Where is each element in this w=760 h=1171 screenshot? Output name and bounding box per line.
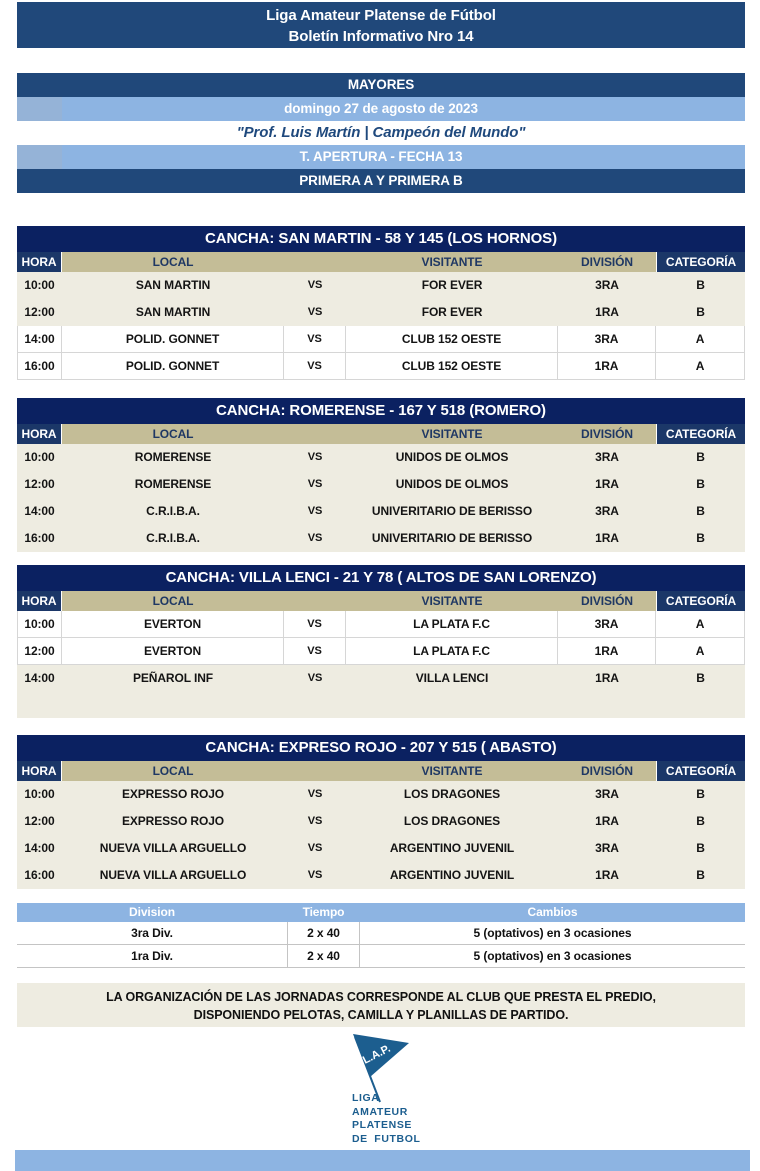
cell-categoria: B (696, 504, 705, 518)
column-header-hora: HORA (17, 591, 62, 611)
match-row (17, 692, 745, 718)
cell-categoria: A (656, 611, 745, 638)
cell-local: SAN MARTIN (135, 278, 211, 292)
dedication-quote: "Prof. Luis Martín | Campeón del Mundo" (17, 121, 745, 145)
cell-visitante (346, 692, 558, 718)
column-header-categoria: CATEGORÍA (656, 252, 745, 272)
cell-local: PEÑAROL INF (132, 671, 214, 685)
schedule-table (17, 226, 745, 380)
match-row (17, 611, 745, 638)
cell-local: ROMERENSE (134, 450, 212, 464)
footer-bar (15, 1150, 750, 1171)
match-row (17, 781, 745, 808)
match-row (17, 665, 745, 692)
cell-local: NUEVA VILLA ARGUELLO (99, 841, 247, 855)
column-header-division: DIVISIÓN (558, 424, 656, 444)
schedule-table (17, 565, 745, 718)
cell-hora: 12:00 (24, 477, 55, 491)
match-row (17, 326, 745, 353)
cell-division: 3RA (558, 326, 656, 353)
column-header-visitante: VISITANTE (346, 252, 558, 272)
cell-hora: 10:00 (24, 450, 55, 464)
cell-hora: 14:00 (24, 504, 55, 518)
cell-vs: VS (307, 788, 323, 800)
cell-categoria: A (656, 353, 745, 380)
cell-categoria: B (696, 671, 705, 685)
cell-categoria: B (696, 531, 705, 545)
cell-hora: 10:00 (24, 278, 55, 292)
cell-visitante: LOS DRAGONES (403, 814, 501, 828)
cell-cambios: 5 (optativos) en 3 ocasiones (473, 949, 632, 963)
match-row (17, 498, 745, 525)
table-header-row (17, 761, 745, 781)
table-title: CANCHA: EXPRESO ROJO - 207 Y 515 ( ABASTO) (17, 735, 745, 761)
column-header-categoria: CATEGORÍA (656, 424, 745, 444)
table-title: CANCHA: SAN MARTIN - 58 Y 145 (LOS HORNOS) (17, 226, 745, 252)
cell-vs (284, 692, 346, 718)
cell-division: 1RA (595, 868, 619, 882)
column-header-division: DIVISIÓN (558, 252, 656, 272)
cell-visitante: CLUB 152 OESTE (346, 326, 558, 353)
cell-categoria: B (696, 278, 705, 292)
cell-visitante: LA PLATA F.C (346, 611, 558, 638)
column-header-hora: HORA (17, 252, 62, 272)
column-header-categoria: CATEGORÍA (656, 591, 745, 611)
cell-vs: VS (307, 451, 323, 463)
cell-visitante: CLUB 152 OESTE (346, 353, 558, 380)
logo-line: DE FUTBOL (352, 1132, 421, 1145)
cell-vs: VS (284, 611, 346, 638)
table-header-row (17, 252, 745, 272)
cell-division: 1ra Div. (131, 949, 173, 963)
cell-local: C.R.I.B.A. (146, 504, 200, 518)
cell-tiempo: 2 x 40 (287, 945, 360, 967)
cell-hora: 16:00 (17, 353, 62, 380)
cell-local: EVERTON (62, 638, 284, 665)
cell-hora: 10:00 (17, 611, 62, 638)
cell-division: 3RA (558, 611, 656, 638)
category-bar: MAYORES (17, 73, 745, 97)
cell-categoria: B (696, 450, 705, 464)
rules-row (17, 945, 745, 968)
rules-header-cambios: Cambios (527, 905, 578, 919)
cell-division: 1RA (595, 671, 619, 685)
cell-vs: VS (307, 532, 323, 544)
match-row (17, 638, 745, 665)
cell-division: 3RA (595, 450, 619, 464)
cell-division: 1RA (558, 638, 656, 665)
cell-vs: VS (284, 353, 346, 380)
cell-division: 1RA (595, 531, 619, 545)
cell-categoria (656, 692, 745, 718)
column-header-vs (284, 424, 346, 444)
cell-categoria: A (656, 326, 745, 353)
column-header-vs (284, 252, 346, 272)
cell-division: 1RA (558, 353, 656, 380)
cell-vs: VS (307, 672, 323, 684)
cell-local: EXPRESSO ROJO (121, 814, 225, 828)
cell-vs: VS (307, 842, 323, 854)
cell-hora: 12:00 (17, 638, 62, 665)
cell-cambios: 5 (optativos) en 3 ocasiones (473, 926, 632, 940)
cell-vs: VS (307, 505, 323, 517)
cell-local (62, 692, 284, 718)
note-line-1: LA ORGANIZACIÓN DE LAS JORNADAS CORRESPONDE AL CLUB QUE PRESTA EL PREDIO, (106, 990, 656, 1004)
table-title: CANCHA: VILLA LENCI - 21 Y 78 ( ALTOS DE SAN LORENZO) (17, 565, 745, 591)
cell-hora (17, 692, 62, 718)
cell-vs: VS (307, 478, 323, 490)
cell-division: 3ra Div. (131, 926, 173, 940)
cell-categoria: B (696, 814, 705, 828)
cell-visitante: ARGENTINO JUVENIL (389, 868, 515, 882)
table-title: CANCHA: ROMERENSE - 167 Y 518 (ROMERO) (17, 398, 745, 424)
column-header-categoria: CATEGORÍA (656, 761, 745, 781)
league-title: Liga Amateur Platense de Fútbol (266, 7, 496, 24)
rules-header-division: Division (129, 905, 175, 919)
cell-vs: VS (307, 279, 323, 291)
cell-local: ROMERENSE (134, 477, 212, 491)
cell-division: 1RA (595, 305, 619, 319)
organization-note (17, 983, 745, 1027)
cell-hora: 16:00 (24, 868, 55, 882)
cell-local: SAN MARTIN (135, 305, 211, 319)
column-header-hora: HORA (17, 761, 62, 781)
cell-tiempo: 2 x 40 (287, 922, 360, 944)
cell-local: POLID. GONNET (62, 353, 284, 380)
cell-visitante: UNIDOS DE OLMOS (395, 477, 509, 491)
rules-table (17, 903, 745, 968)
match-row (17, 299, 745, 326)
column-header-division: DIVISIÓN (558, 591, 656, 611)
cell-categoria: A (656, 638, 745, 665)
cell-visitante: ARGENTINO JUVENIL (389, 841, 515, 855)
cell-hora: 12:00 (24, 305, 55, 319)
cell-division: 1RA (595, 814, 619, 828)
cell-hora: 12:00 (24, 814, 55, 828)
cell-local: C.R.I.B.A. (146, 531, 200, 545)
cell-visitante: LA PLATA F.C (346, 638, 558, 665)
cell-division: 3RA (595, 278, 619, 292)
tournament-bar: T. APERTURA - FECHA 13 (17, 145, 745, 169)
cell-hora: 10:00 (24, 787, 55, 801)
cell-division: 3RA (595, 841, 619, 855)
schedule-table (17, 735, 745, 889)
match-row (17, 835, 745, 862)
cell-local: POLID. GONNET (62, 326, 284, 353)
cell-local: NUEVA VILLA ARGUELLO (99, 868, 247, 882)
cell-categoria: B (696, 305, 705, 319)
cell-hora: 14:00 (24, 841, 55, 855)
cell-categoria: B (696, 868, 705, 882)
schedule-table (17, 398, 745, 552)
column-header-local: LOCAL (62, 424, 284, 444)
match-row (17, 525, 745, 552)
logo-wordmark (352, 1092, 420, 1146)
match-row (17, 444, 745, 471)
cell-categoria: B (696, 787, 705, 801)
cell-categoria: B (696, 841, 705, 855)
cell-hora: 14:00 (17, 326, 62, 353)
match-row (17, 272, 745, 299)
logo-line: AMATEUR (352, 1105, 408, 1118)
column-header-vs (284, 591, 346, 611)
cell-division: 3RA (595, 504, 619, 518)
match-row (17, 353, 745, 380)
match-row (17, 862, 745, 889)
rules-header-row (17, 903, 745, 922)
cell-visitante: LOS DRAGONES (403, 787, 501, 801)
match-row (17, 808, 745, 835)
divisions-bar: PRIMERA A Y PRIMERA B (17, 169, 745, 193)
column-header-visitante: VISITANTE (346, 761, 558, 781)
table-header-row (17, 424, 745, 444)
cell-vs: VS (307, 869, 323, 881)
match-row (17, 471, 745, 498)
cell-visitante: FOR EVER (421, 278, 483, 292)
cell-division (558, 692, 656, 718)
logo-line: LIGA (352, 1092, 380, 1104)
cell-hora: 16:00 (24, 531, 55, 545)
column-header-visitante: VISITANTE (346, 591, 558, 611)
cell-division: 1RA (595, 477, 619, 491)
cell-visitante: UNIVERITARIO DE BERISSO (371, 531, 533, 545)
cell-vs: VS (307, 815, 323, 827)
cell-visitante: FOR EVER (421, 305, 483, 319)
column-header-local: LOCAL (62, 252, 284, 272)
column-header-visitante: VISITANTE (346, 424, 558, 444)
cell-division: 3RA (595, 787, 619, 801)
cell-visitante: UNIVERITARIO DE BERISSO (371, 504, 533, 518)
cell-visitante: VILLA LENCI (415, 671, 489, 685)
table-header-row (17, 591, 745, 611)
cell-categoria: B (696, 477, 705, 491)
column-header-local: LOCAL (62, 591, 284, 611)
note-line-2: DISPONIENDO PELOTAS, CAMILLA Y PLANILLAS DE PARTIDO. (193, 1008, 569, 1022)
date-bar: domingo 27 de agosto de 2023 (17, 97, 745, 121)
column-header-division: DIVISIÓN (558, 761, 656, 781)
rules-row (17, 922, 745, 945)
cell-vs: VS (284, 638, 346, 665)
column-header-vs (284, 761, 346, 781)
cell-visitante: UNIDOS DE OLMOS (395, 450, 509, 464)
cell-vs: VS (307, 306, 323, 318)
title-banner (17, 2, 745, 48)
logo-line: PLATENSE (352, 1119, 413, 1131)
column-header-local: LOCAL (62, 761, 284, 781)
rules-header-tiempo: Tiempo (302, 905, 345, 919)
cell-local: EXPRESSO ROJO (121, 787, 225, 801)
cell-vs: VS (284, 326, 346, 353)
pennant-initials: L.A.P. (360, 1042, 393, 1067)
cell-local: EVERTON (62, 611, 284, 638)
bulletin-number: Boletín Informativo Nro 14 (288, 28, 474, 45)
rules-rows (17, 922, 745, 968)
column-header-hora: HORA (17, 424, 62, 444)
cell-hora: 14:00 (24, 671, 55, 685)
